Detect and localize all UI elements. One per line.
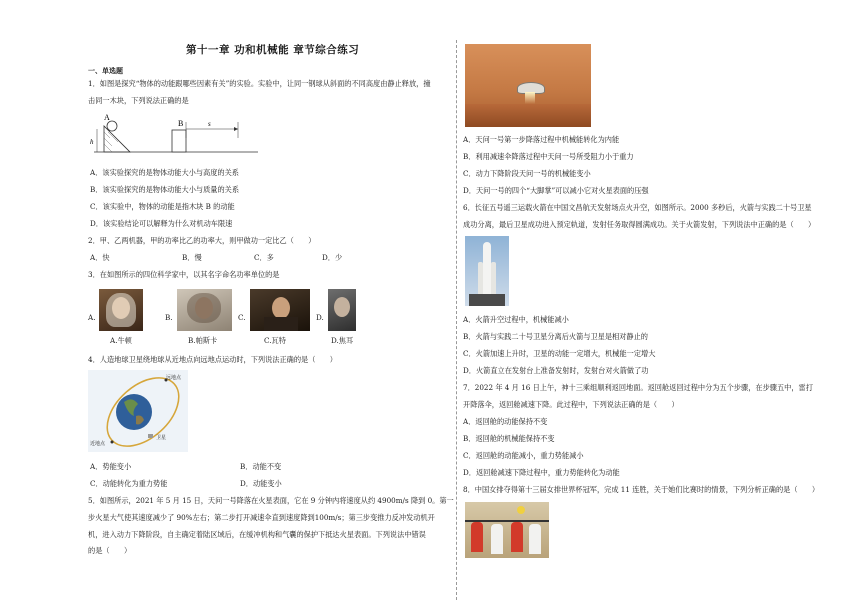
label-h: h bbox=[90, 138, 94, 146]
q5-stem-line2: 步火星大气使其速度减少了 90%左右；第二步打开减速伞直到速度降到100m/s；第三步变推力反冲发动机开 bbox=[88, 513, 435, 522]
q4-option-d[interactable]: D．动能变小 bbox=[240, 479, 282, 488]
pascal-portrait bbox=[177, 289, 232, 331]
column-divider bbox=[456, 40, 458, 600]
label-a: A bbox=[104, 113, 110, 122]
wood-block bbox=[172, 130, 186, 152]
q4-stem: 4．人造地球卫星绕地球从近地点向远地点运动时，下列说法正确的是（ ） bbox=[88, 355, 337, 364]
q6-stem-line1: 6．长征五号遥三运载火箭在中国文昌航天发射场点火升空，如图所示。2000 多秒后，火箭与实践二十号卫星 bbox=[463, 203, 812, 212]
q1-option-c[interactable]: C．该实验中，物体的动能是指木块 B 的动能 bbox=[90, 202, 235, 211]
q7-option-c[interactable]: C．返回舱的动能减小，重力势能减小 bbox=[463, 451, 584, 460]
q1-stem-line1: 1．如图是探究“物体的动能跟哪些因素有关”的实验。实验中，让同一钢球从斜面的不同高度由静止释放，撞 bbox=[88, 79, 431, 88]
q5-option-a[interactable]: A．天问一号第一步降落过程中机械能转化为内能 bbox=[463, 135, 620, 144]
q7-stem-line1: 7．2022 年 4 月 16 日上午，神十三乘组顺利返回地面。返回舱返回过程中分为五个步骤，在步骤五中，雷打 bbox=[463, 383, 813, 392]
q1-stem-line2: 击同一木块，下列说法正确的是 bbox=[88, 96, 189, 105]
q5-option-d[interactable]: D．天问一号的四个“大脚掌”可以减小它对火星表面的压强 bbox=[463, 186, 649, 195]
q3-stem: 3．在如图所示的四位科学家中，以其名字命名功率单位的是 bbox=[88, 270, 280, 279]
q3-name-c: C.瓦特 bbox=[264, 336, 286, 345]
q3-name-b: B.帕斯卡 bbox=[188, 336, 218, 345]
q7-option-a[interactable]: A．返回舱的动能保持不变 bbox=[463, 417, 548, 426]
rocket-image bbox=[465, 236, 509, 306]
incline-hatching bbox=[104, 132, 118, 152]
q5-stem-line3: 机，进入动力下降阶段，自主确定着陆区域后，在缓冲机构和气囊的保护下抵达火星表面。下列说法中错误 bbox=[88, 530, 426, 539]
q6-option-a[interactable]: A．火箭升空过程中，机械能减小 bbox=[463, 315, 569, 324]
q2-option-a[interactable]: A．快 bbox=[90, 253, 110, 262]
q3-name-d: D.焦耳 bbox=[331, 336, 354, 345]
q3-option-d[interactable]: D. bbox=[316, 313, 324, 322]
section-heading: 一、单选题 bbox=[88, 66, 123, 75]
orbit-diagram bbox=[88, 370, 188, 452]
q4-option-c[interactable]: C．动能转化为重力势能 bbox=[90, 479, 168, 488]
page-title: 第十一章 功和机械能 章节综合练习 bbox=[186, 44, 360, 56]
satellite-label: 卫星 bbox=[156, 435, 167, 441]
watt-portrait bbox=[250, 289, 310, 331]
q1-option-d[interactable]: D．该实验结论可以解释为什么对机动车限速 bbox=[90, 219, 233, 228]
q8-stem: 8．中国女排夺得第十三届女排世界杯冠军，完成 11 连胜，关于她们比赛时的情景，下列分析正确的是（ ） bbox=[463, 485, 820, 494]
q6-stem-line2: 成功分离，最后卫星成功进入预定轨道，发射任务取得圆满成功。关于火箭发射，下列说法中正确的是（ ） bbox=[463, 220, 816, 229]
perigee-point bbox=[111, 441, 114, 444]
incline-diagram bbox=[90, 112, 262, 158]
q3-option-a[interactable]: A. bbox=[88, 313, 96, 322]
q3-option-b[interactable]: B. bbox=[165, 313, 173, 322]
label-b: B bbox=[178, 119, 184, 128]
q5-stem-line4: 的是（ ） bbox=[88, 546, 132, 555]
volleyball-image bbox=[465, 502, 549, 558]
q2-option-d[interactable]: D．少 bbox=[322, 253, 343, 262]
q2-option-b[interactable]: B．慢 bbox=[182, 253, 202, 262]
q4-option-a[interactable]: A．势能变小 bbox=[90, 462, 132, 471]
q7-option-d[interactable]: D．返回舱减速下降过程中，重力势能转化为动能 bbox=[463, 468, 620, 477]
satellite-icon bbox=[148, 434, 153, 438]
q5-option-c[interactable]: C．动力下降阶段天问一号的机械能变小 bbox=[463, 169, 591, 178]
q1-option-a[interactable]: A．该实验探究的是物体动能大小与高度的关系 bbox=[90, 168, 239, 177]
label-s: s bbox=[208, 120, 211, 128]
earth-globe bbox=[116, 394, 152, 430]
steel-ball bbox=[107, 121, 117, 131]
q6-option-d[interactable]: D．火箭直立在发射台上准备发射时，发射台对火箭做了功 bbox=[463, 366, 649, 375]
q2-option-c[interactable]: C．多 bbox=[254, 253, 274, 262]
mars-lander-image bbox=[465, 44, 591, 127]
q3-option-c[interactable]: C. bbox=[238, 313, 246, 322]
q3-name-a: A.牛顿 bbox=[110, 336, 132, 345]
perigee-label: 近地点 bbox=[90, 441, 106, 447]
q2-stem: 2．甲、乙两机器，甲的功率比乙的功率大，则甲做功一定比乙（ ） bbox=[88, 236, 316, 245]
joule-portrait bbox=[328, 289, 356, 331]
q5-stem-line1: 5．如图所示，2021 年 5 月 15 日，天问一号降落在火星表面，它在 9 分钟内将速度从约 4900m/s 降到 0。第一 bbox=[88, 496, 454, 505]
q7-option-b[interactable]: B．返回舱的机械能保持不变 bbox=[463, 434, 555, 443]
q5-option-b[interactable]: B．利用减速伞降落过程中天问一号所受阻力小于重力 bbox=[463, 152, 634, 161]
apogee-label: 远地点 bbox=[166, 375, 182, 381]
distance-arrowhead bbox=[234, 127, 238, 131]
q6-option-c[interactable]: C．火箭加速上升时，卫星的动能一定增大，机械能一定增大 bbox=[463, 349, 656, 358]
q7-stem-line2: 开降落伞，返回舱减速下降。此过程中，下列说法正确的是（ ） bbox=[463, 400, 679, 409]
q6-option-b[interactable]: B．火箭与实践二十号卫星分离后火箭与卫星是相对静止的 bbox=[463, 332, 648, 341]
q4-option-b[interactable]: B．动能不变 bbox=[240, 462, 282, 471]
q1-option-b[interactable]: B．该实验探究的是物体动能大小与质量的关系 bbox=[90, 185, 240, 194]
newton-portrait bbox=[99, 289, 143, 331]
